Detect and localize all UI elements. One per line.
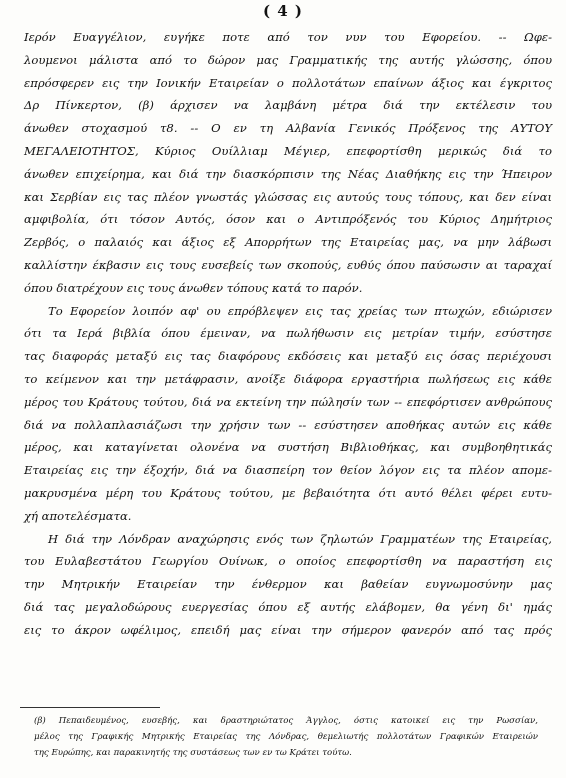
text-line: Ιερόν Ευαγγέλιον, ευγήκε ποτε από τον νυν του Εφορείου. -- Ωφε- [24, 30, 552, 44]
text-line: την Μητρικήν Εταιρείαν την ένθερμον και βαθείαν ευγνωμοσύνην μας [24, 577, 552, 592]
footnote [34, 713, 538, 761]
page-number: ( 4 ) [262, 2, 304, 20]
text-line: άνωθεν στοχασμού τ8. -- Ο εν τη Αλβανία Γενικός Πρόξενος της ΑΥΤΟΥ [24, 121, 552, 136]
text-line: εις το άκρον ωφέλιμος, επειδή μας είναι την σήμερον φανερόν από τας πρός [24, 622, 552, 637]
text-line: όπου διατρέχουν εις τους άνωθεν τόπους κατά το παρόν. [24, 280, 363, 295]
text-line: λουμενοι μάλιστα από το δώρον μας Γραμματικής της αυτής γλώσσης, όπου [24, 52, 552, 67]
text-line: άνωθεν επιχείρημα, και διά την διασκόρπισιν της Νέας Διαθήκης εις την Ήπειρον [24, 166, 552, 181]
text-line: διά να πολλαπλασιάζωσι την χρήσιν των -- εσύστησεν αποθήκας αυτών εις κάθε [24, 417, 552, 432]
body-text [24, 26, 552, 642]
text-line: Το Εφορείον λοιπόν αφ' ου επρόβλεψεν εις τας χρείας των πτωχών, εδιώρισεν [48, 303, 552, 318]
text-line: του Ευλαβεστάτου Γεωργίου Ουίνωκ, ο οποίος επεφορτίσθη να παραστήση εις [24, 554, 552, 569]
text-line: Εταιρείας εις την έξοχήν, διά να διασπείρη τον θείον λόγον εις τα πλέον απομε- [24, 463, 552, 478]
text-line: αμφιβολία, ότι τόσον Αυτός, όσον και ο Αντιπρόξενός του Κύριος Δημήτριος [24, 212, 552, 227]
text-line: διά τας μεγαλοδώρους ευεργεσίας όπου εξ αυτής ελάβομεν, θα γένη δι' ημάς [24, 599, 552, 614]
text-line: το κείμενον και την μετάφρασιν, ανοίξε διάφορα εργαστήρια πωλήσεως εις κάθε [24, 371, 552, 386]
text-line: μέρος του Κράτους τούτου, διά να εκτείνη την πώλησίν των -- επεφόρτισεν ανθρώπους [24, 394, 552, 409]
text-line: ΜΕΓΑΛΕΙΟΤΗΤΟΣ, Κύριος Ουίλλιαμ Μέγιερ, επεφορτίσθη μερικώς διά το [24, 143, 552, 158]
footnote-line: (β) Πεπαιδευμένος, ευσεβής, και δραστηριώτατος Άγγλος, όστις κατοικεί εις την Ρωσσίαν, [34, 716, 538, 726]
text-line: τας διαφοράς μεταξύ εις τας διαφόρους εκδόσεις και μεταξύ εις όσας περιέχουσι [24, 349, 552, 364]
text-line: ότι τα Ιερά βιβλία όπου έμειναν, να πωλήθωσιν εις μετρίαν τιμήν, εσύστησε [24, 326, 552, 341]
text-line: Ζερβός, ο παλαιός και άξιος εξ Απορρήτων της Εταιρείας μας, να μην λάβωσι [24, 235, 552, 250]
text-line: επρόσφερεν εις την Ιονικήν Εταιρείαν ο πολλοτάτων επαίνων άξιος και έγκριτος [24, 75, 552, 90]
text-line: και Σερβίαν εις τας πλέον γνωστάς γλώσσας εις αυτούς τους τόπους, και δεν είναι [24, 189, 552, 204]
text-line: μέρος, και καταγίνεται ολονένα να συστήση Βιβλιοθήκας, και συμβοηθητικάς [24, 440, 552, 455]
text-line: μακρυσμένα μέρη του Κράτους τούτου, με βεβαιότητα ότι αυτό θέλει φέρει ευτυ- [24, 485, 552, 500]
footnote-line: μέλος της Γραφικής Μητρικής Εταιρείας της Λόνδρας, θεμελιωτής πολλοτάτων Γραφικών Εταιρειών [34, 732, 538, 742]
text-line: χή αποτελέσματα. [24, 508, 132, 523]
text-line: Δρ Πίνκερτον, (β) άρχισεν να λαμβάνη μέτρα διά την εκτέλεσιν του [24, 98, 552, 113]
footnote-line: της Ευρώπης, και παρακινητής της συστάσεως των εν τω Κράτει τούτω. [34, 748, 352, 758]
text-line: Η διά την Λόνδραν αναχώρησις ενός των ζηλωτών Γραμματέων της Εταιρείας, [48, 531, 552, 546]
footnote-divider [20, 707, 160, 708]
text-line: καλλίστην έκβασιν εις τους ευσεβείς των σκοπούς, ευθύς όπου παύσωσιν αι ταραχαί [24, 257, 552, 272]
